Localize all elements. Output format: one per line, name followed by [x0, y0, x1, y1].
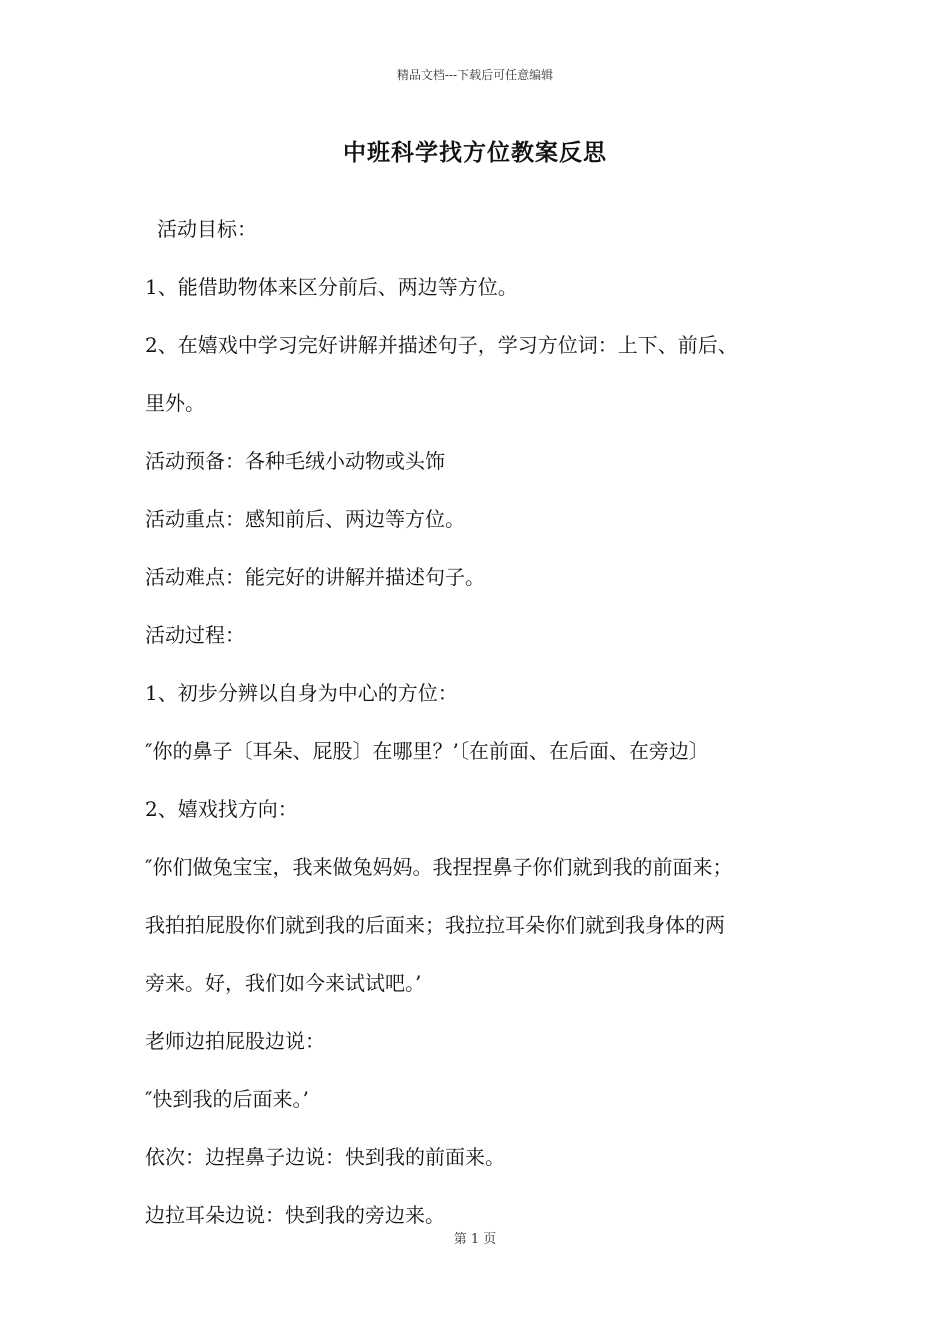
paragraph: 我拍拍屁股你们就到我的后面来；我拉拉耳朵你们就到我身体的两 — [145, 913, 725, 937]
section-heading-process: 活动过程： — [145, 623, 245, 647]
paragraph: ″你的鼻子〔耳朵、屁股〕在哪里？’〔在前面、在后面、在旁边〕 — [145, 739, 709, 763]
paragraph: 活动预备：各种毛绒小动物或头饰 — [145, 449, 445, 473]
paragraph: 活动重点：感知前后、两边等方位。 — [145, 507, 465, 531]
paragraph: 旁来。好，我们如今来试试吧。’ — [145, 971, 422, 995]
paragraph: 活动难点：能完好的讲解并描述句子。 — [145, 565, 485, 589]
paragraph: 2、在嬉戏中学习完好讲解并描述句子，学习方位词：上下、前后、 — [145, 333, 738, 357]
paragraph: 1、初步分辨以自身为中心的方位： — [145, 681, 458, 705]
paragraph: 老师边拍屁股边说： — [145, 1029, 325, 1053]
page-number: 第 1 页 — [453, 1232, 497, 1247]
paragraph: ″快到我的后面来。’ — [145, 1087, 309, 1111]
page-header: 精品文档---下载后可任意编辑 — [396, 68, 554, 82]
paragraph: 里外。 — [145, 391, 205, 415]
paragraph: 边拉耳朵边说：快到我的旁边来。 — [145, 1203, 445, 1227]
paragraph: 1、能借助物体来区分前后、两边等方位。 — [145, 275, 518, 299]
paragraph: ″你们做兔宝宝，我来做兔妈妈。我捏捏鼻子你们就到我的前面来； — [145, 855, 733, 879]
section-heading-goals: 活动目标： — [157, 217, 257, 241]
document-title: 中班科学找方位教案反思 — [343, 139, 607, 166]
paragraph: 依次：边捏鼻子边说：快到我的前面来。 — [145, 1145, 505, 1169]
paragraph: 2、嬉戏找方向： — [145, 797, 298, 821]
document-body — [145, 200, 825, 1244]
